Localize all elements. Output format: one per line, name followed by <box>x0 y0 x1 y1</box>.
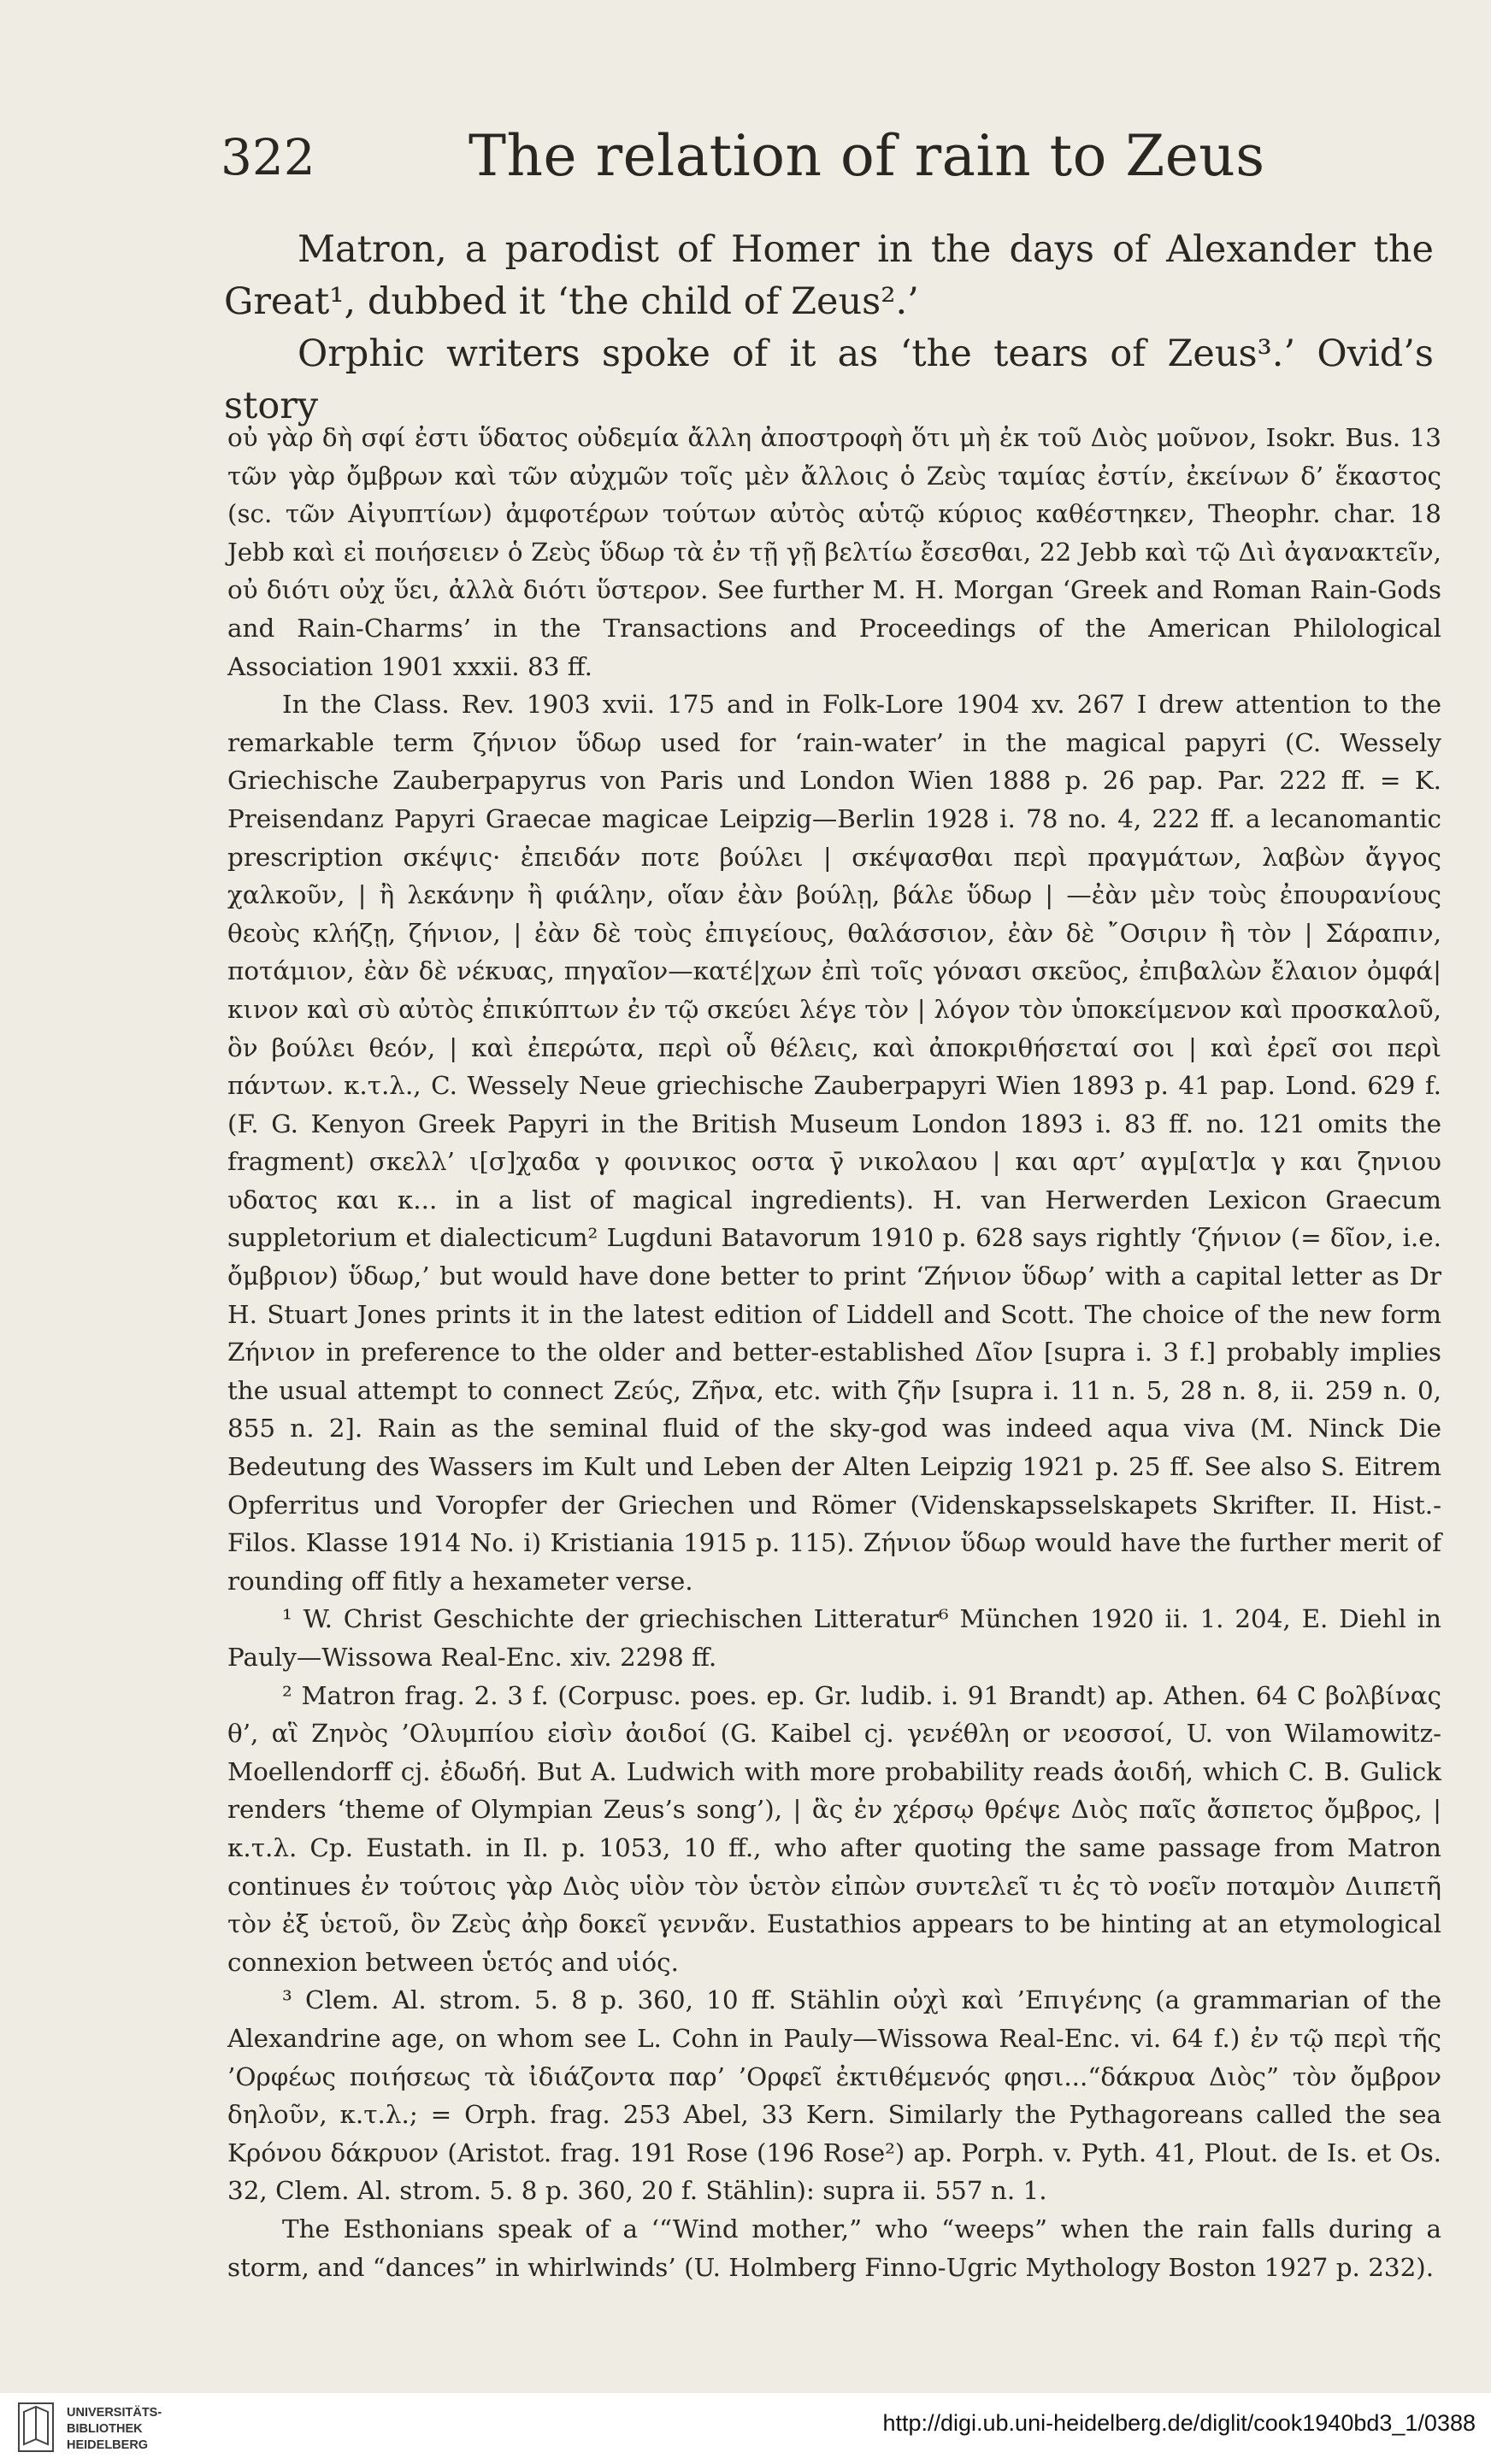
library-name: UNIVERSITÄTS- BIBLIOTHEK HEIDELBERG <box>67 2406 162 2452</box>
page-header <box>221 120 1435 205</box>
footnote-paragraph: ¹ W. Christ Geschichte der griechischen Litteratur⁶ München 1920 ii. 1. 204, E. Diehl in Pauly—Wissowa Real-Enc. xiv. 2298 ff. <box>227 1604 1441 1672</box>
footnote-paragraph: In the Class. Rev. 1903 xvii. 175 and in Folk-Lore 1904 xv. 267 I drew attention to the remarkable term ζήνιον ὕδωρ used for ‘rain-water’ in the magical papyri (C. Wessely Griechische Zauberpapyrus von Paris und London Wien 1888 p. 26 pap. Par. 222 ff. = K. Preisendanz Papyri Graecae magicae Leipzig—Berlin 1928 i. 78 no. 4, 222 ff. a lecanomantic prescription σκέψις· ἐπειδάν ποτε βούλει | σκέψασθαι περὶ πραγμάτων, λαβὼν ἄγγος χαλκοῦν, | ἢ λεκάνην ἢ φιάλην, οἵαν ἐὰν βούλῃ, βάλε ὕδωρ | —ἐὰν μὲν τοὺς ἐπουρανίους θεοὺς κλήζῃ, ζήνιον, | ἐὰν δὲ τοὺς ἐπιγείους, θαλάσσιον, ἐὰν δὲ ῎Οσιριν ἢ τὸν | Σάραπιν, ποτάμιον, ἐὰν δὲ νέκυας, πηγαῖον—κατέ|χων ἐπὶ τοῖς γόνασι σκεῦος, ἐπιβαλὼν ἔλαιον ὀμφά|κινον καὶ σὺ αὐτὸς ἐπικύπτων ἐν τῷ σκεύει λέγε τὸν | λόγον τὸν ὑποκείμενον καὶ προσκαλοῦ, ὃν βούλει θεόν, | καὶ ἐπερώτα, περὶ οὗ θέλεις, καὶ ἀποκριθήσεταί σοι | καὶ ἐρεῖ σοι περὶ πάντων. κ.τ.λ., C. Wessely Neue griechische Zauberpapyri Wien 1893 p. 41 pap. Lond. 629 f. (F. G. Kenyon Greek Papyri in the British Museum London 1893 i. 83 ff. no. 121 omits the fragment) σκελλ’ ι[σ]χαδα γ φοινικος οστα γ̄ νικολαου | και αρτ’ αγμ[ατ]α γ και ζηνιου υδατος και κ... in a list of magical ingredients). H. van Herwerden Lexicon Graecum suppletorium et dialecticum² Lugduni Batavorum 1910 p. 628 says rightly ‘ζήνιον (= δῖον, i.e. ὄμβριον) ὕδωρ,’ but would have done better to print ‘Ζήνιον ὕδωρ’ with a capital letter as Dr H. Stuart Jones prints it in the latest edition of Liddell and Scott. The choice of the new form Ζήνιον in preference to the older and better-established Δῖον [supra i. 3 f.] probably implies the usual attempt to connect Ζεύς, Ζῆνα, etc. with ζῆν [supra i. 11 n. 5, 28 n. 8, ii. 259 n. 0, 855 n. 2]. Rain as the seminal fluid of the sky-god was indeed aqua viva (M. Ninck Die Bedeutung des Wassers im Kult und Leben der Alten Leipzig 1921 p. 25 ff. See also S. Eitrem Opferritus und Voropfer der Griechen und Römer (Videnskapsselskapets Skrifter. II. Hist.-Filos. Klasse 1914 No. i) Kristiania 1915 p. 115). Ζήνιον ὕδωρ would have the further merit of rounding off fitly a hexameter verse. <box>227 690 1441 1596</box>
footnote-paragraph: ² Matron frag. 2. 3 f. (Corpusc. poes. ep. Gr. ludib. i. 91 Brandt) ap. Athen. 64 C βολβίνας θ’, αἳ Ζηνὸς ’Ολυμπίου εἰσὶν ἀοιδοί (G. Kaibel cj. γενέθλη or νεοσσοί, U. von Wilamowitz-Moellendorff cj. ἐδωδή. But A. Ludwich with more probability reads ἀοιδή, which C. B. Gulick renders ‘theme of Olympian Zeus’s song’), | ἃς ἐν χέρσῳ θρέψε Διὸς παῖς ἄσπετος ὄμβρος, | κ.τ.λ. Cp. Eustath. in Il. p. 1053, 10 ff., who after quoting the same passage from Matron continues ἐν τούτοις γὰρ Διὸς υἱὸν τὸν ὑετὸν εἰπὼν συντελεῖ τι ἐς τὸ νοεῖν ποταμὸν Διιπετῆ τὸν ἐξ ὑετοῦ, ὃν Ζεὺς ἀὴρ δοκεῖ γεννᾶν. Eustathios appears to be hinting at an etymological connexion between ὑετός and υἱός. <box>227 1680 1441 1977</box>
footnote-paragraph: οὐ γὰρ δὴ σφί ἐστι ὕδατος οὐδεμία ἄλλη ἀποστροφὴ ὅτι μὴ ἐκ τοῦ Διὸς μοῦνον, Isokr. Bus. 13 τῶν γὰρ ὄμβρων καὶ τῶν αὐχμῶν τοῖς μὲν ἄλλοις ὁ Ζεὺς ταμίας ἐστίν, ἐκείνων δ’ ἕκαστος (sc. τῶν Αἰγυπτίων) ἀμφοτέρων τούτων αὐτὸς αὑτῷ κύριος καθέστηκεν, Theophr. char. 18 Jebb καὶ εἰ ποιήσειεν ὁ Ζεὺς ὕδωρ τὰ ἐν τῇ γῇ βελτίω ἔσεσθαι, 22 Jebb καὶ τῷ Διὶ ἀγανακτεῖν, οὐ διότι οὐχ ὕει, ἀλλὰ διότι ὕστερον. See further M. H. Morgan ‘Greek and Roman Rain-Gods and Rain-Charms’ in the Transactions and Proceedings of the American Philological Association 1901 xxxii. 83 ff. <box>227 423 1441 681</box>
main-text <box>224 224 1434 432</box>
source-url[interactable]: http://digi.ub.uni-heidelberg.de/diglit/cook1940bd3_1/0388 <box>882 2410 1476 2436</box>
footnotes <box>227 419 1441 2286</box>
footnote-paragraph: The Esthonians speak of a ‘“Wind mother,” who “weeps” when the rain falls during a storm, and “dances” in whirlwinds’ (U. Holmberg Finno-Ugric Mythology Boston 1927 p. 232). <box>227 2214 1441 2282</box>
main-paragraph: Matron, a parodist of Homer in the days of Alexander the Great¹, dubbed it ‘the child of Zeus².’ <box>224 228 1434 323</box>
library-logo[interactable] <box>15 2400 221 2458</box>
library-book-logo-icon <box>15 2400 56 2455</box>
footnote-paragraph: ³ Clem. Al. strom. 5. 8 p. 360, 10 ff. Stählin οὐχὶ καὶ ’Επιγένης (a grammarian of the Alexandrine age, on whom see L. Cohn in Pauly—Wissowa Real-Enc. vi. 64 f.) ἐν τῷ περὶ τῆς ’Ορφέως ποιήσεως τὰ ἰδιάζοντα παρ’ ’Ορφεῖ ἐκτιθέμενός φησι...“δάκρυα Διὸς” τὸν ὄμβρον δηλοῦν, κ.τ.λ.; = Orph. frag. 253 Abel, 33 Kern. Similarly the Pythagoreans called the sea Κρόνου δάκρυον (Aristot. frag. 191 Rose (196 Rose²) ap. Porph. v. Pyth. 41, Plout. de Is. et Os. 32, Clem. Al. strom. 5. 8 p. 360, 20 f. Stählin): supra ii. 557 n. 1. <box>227 1985 1441 2206</box>
page-number: 322 <box>221 128 315 186</box>
running-title: The relation of rain to Zeus <box>469 123 1265 189</box>
main-paragraph: Orphic writers spoke of it as ‘the tears of Zeus³.’ Ovid’s story <box>224 332 1434 427</box>
